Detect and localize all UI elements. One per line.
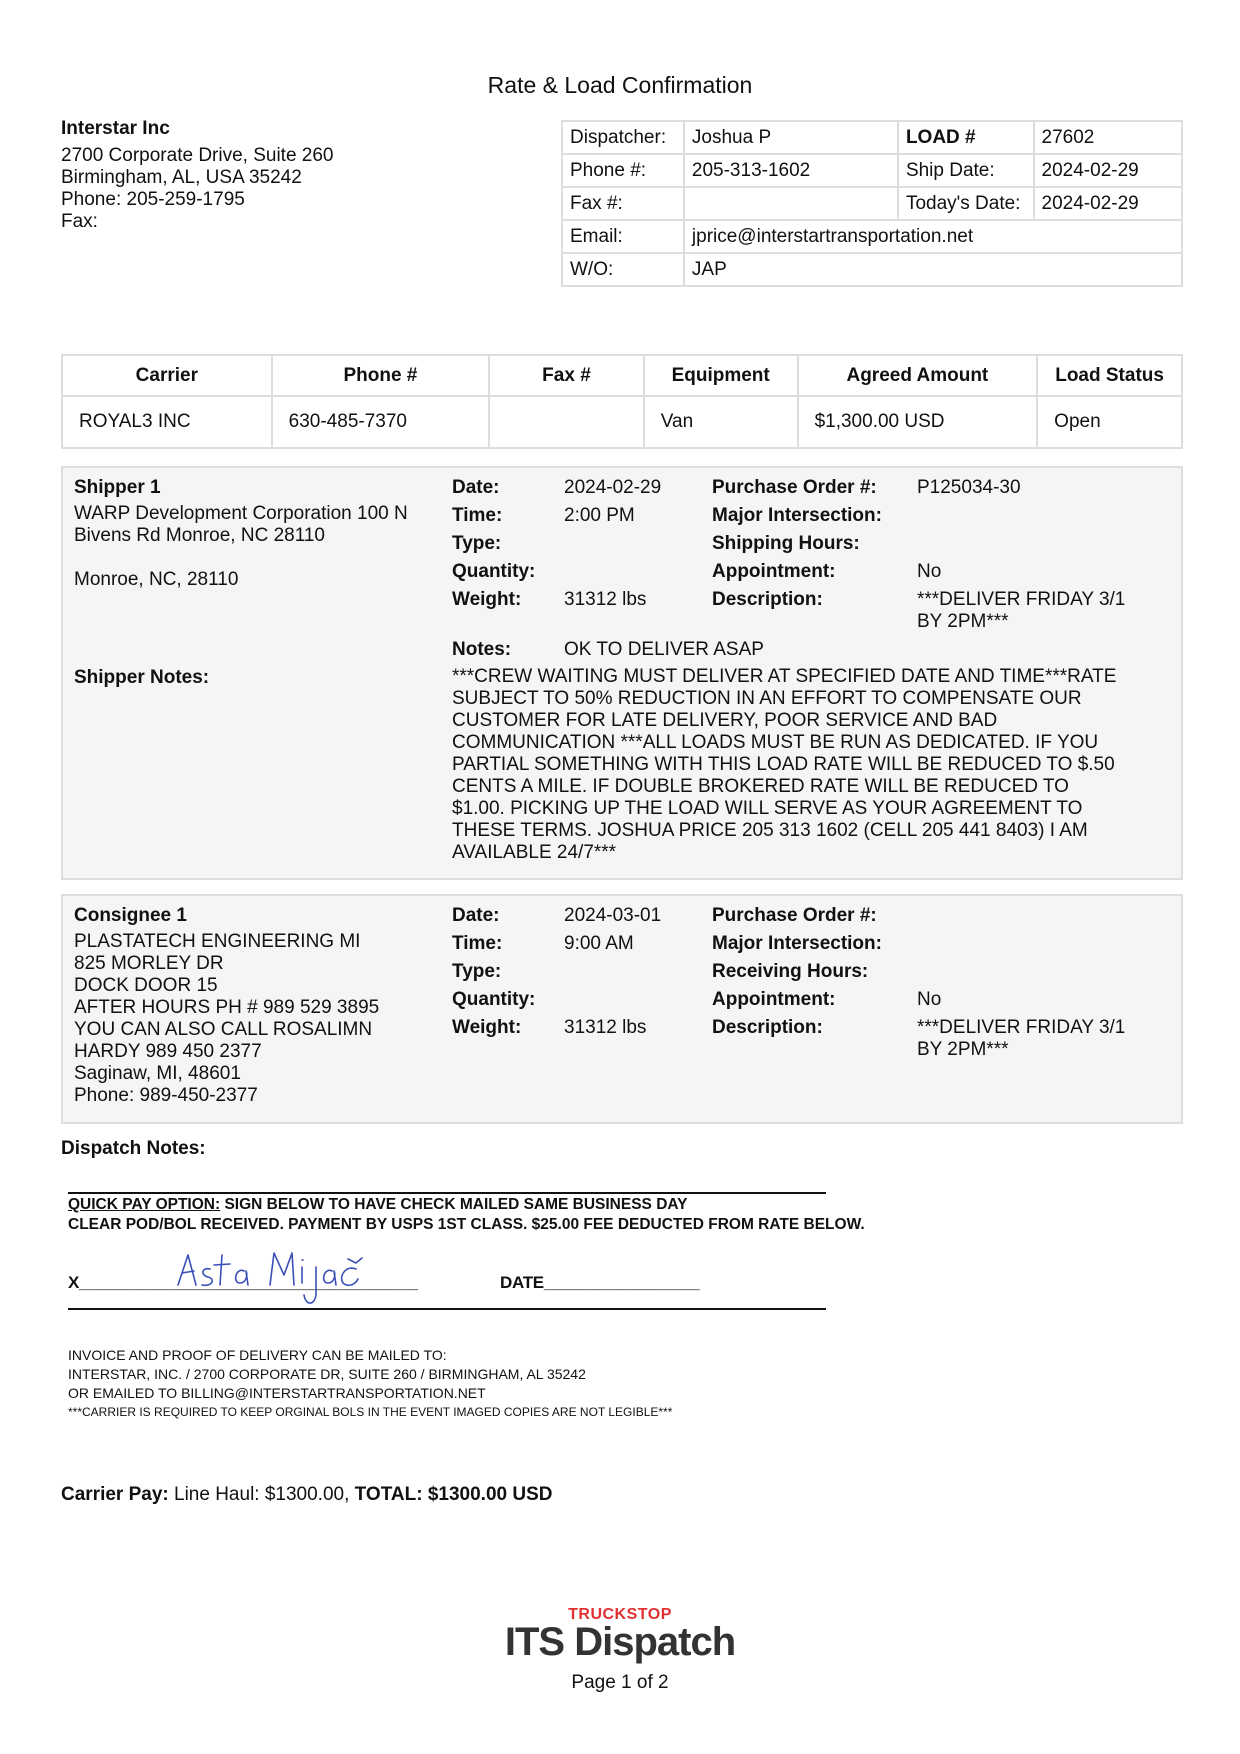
consignee-address-4: AFTER HOURS PH # 989 529 3895: [74, 997, 380, 1018]
shipper-notes-line-7: $1.00. PICKING UP THE LOAD WILL SERVE AS YOUR AGREEMENT TO: [452, 798, 1083, 819]
fax-label: Fax #:: [562, 187, 684, 220]
shipper-time-label: Time:: [452, 505, 503, 526]
load-value: 27602: [1034, 121, 1182, 154]
consignee-address-5: YOU CAN ALSO CALL ROSALIMN: [74, 1019, 373, 1040]
shipper-notes-line-1: ***CREW WAITING MUST DELIVER AT SPECIFIED DATE AND TIME***RATE: [452, 666, 1117, 687]
carrier-pay-label: Carrier Pay:: [61, 1484, 169, 1505]
shipper-description-1: ***DELIVER FRIDAY 3/1: [917, 589, 1126, 610]
shipper-section: [61, 466, 1183, 880]
consignee-appointment: No: [917, 989, 942, 1010]
invoice-line-2: INTERSTAR, INC. / 2700 CORPORATE DR, SUITE 260 / BIRMINGHAM, AL 35242: [68, 1366, 586, 1382]
shipper-notes-small-label: Notes:: [452, 639, 512, 660]
header-phone: Phone #: [272, 355, 490, 396]
shipper-date-label: Date:: [452, 477, 500, 498]
consignee-heading: Consignee 1: [74, 905, 187, 926]
consignee-po-label: Purchase Order #:: [712, 905, 877, 926]
shipper-appointment-label: Appointment:: [712, 561, 836, 582]
company-address-1: 2700 Corporate Drive, Suite 260: [61, 145, 334, 166]
shipper-description-label: Description:: [712, 589, 823, 610]
carrier-pay: [61, 1484, 552, 1506]
shipper-address-1: WARP Development Corporation 100 N: [74, 503, 408, 524]
shipper-date: 2024-02-29: [564, 477, 662, 498]
consignee-address-3: DOCK DOOR 15: [74, 975, 218, 996]
consignee-address-7: Saginaw, MI, 48601: [74, 1063, 241, 1084]
shipper-notes-label: Shipper Notes:: [74, 667, 210, 688]
total: TOTAL: $1300.00 USD: [354, 1484, 553, 1505]
shipper-weight: 31312 lbs: [564, 589, 647, 610]
carrier-agreed-amount: $1,300.00 USD: [798, 396, 1038, 448]
document-title: Rate & Load Confirmation: [487, 72, 753, 98]
header-agreed-amount: Agreed Amount: [798, 355, 1038, 396]
ship-date-value: 2024-02-29: [1034, 154, 1182, 187]
invoice-line-4: ***CARRIER IS REQUIRED TO KEEP ORGINAL BOLS IN THE EVENT IMAGED COPIES ARE NOT LEGIBLE***: [68, 1405, 673, 1419]
quick-pay-line-1: [68, 1196, 688, 1214]
invoice-line-1: INVOICE AND PROOF OF DELIVERY CAN BE MAILED TO:: [68, 1347, 447, 1363]
consignee-time-label: Time:: [452, 933, 503, 954]
line-haul: Line Haul: $1300.00,: [168, 1484, 355, 1505]
shipper-notes-line-2: SUBJECT TO 50% REDUCTION IN AN EFFORT TO COMPENSATE OUR: [452, 688, 1082, 709]
fax-value: [684, 187, 898, 220]
shipper-hours-label: Shipping Hours:: [712, 533, 860, 554]
consignee-date: 2024-03-01: [564, 905, 662, 926]
quick-pay-text: SIGN BELOW TO HAVE CHECK MAILED SAME BUSINESS DAY: [220, 1196, 688, 1213]
email-value: jprice@interstartransportation.net: [684, 220, 1182, 253]
consignee-address-6: HARDY 989 450 2377: [74, 1041, 262, 1062]
shipper-notes-line-9: AVAILABLE 24/7***: [452, 842, 617, 863]
consignee-time: 9:00 AM: [564, 933, 634, 954]
consignee-appointment-label: Appointment:: [712, 989, 836, 1010]
wo-value: JAP: [684, 253, 1182, 286]
shipper-notes-line-6: CENTS A MILE. IF DOUBLE BROKERED RATE WILL BE REDUCED TO: [452, 776, 1069, 797]
header-carrier: Carrier: [62, 355, 272, 396]
load-label: LOAD #: [898, 121, 1034, 154]
shipper-po-label: Purchase Order #:: [712, 477, 877, 498]
shipper-notes-line-8: THESE TERMS. JOSHUA PRICE 205 313 1602 (CELL 205 441 8403) I AM: [452, 820, 1088, 841]
consignee-description-2: BY 2PM***: [917, 1039, 1009, 1060]
table-row: [62, 396, 1182, 448]
shipper-po: P125034-30: [917, 477, 1021, 498]
shipper-address-4: Monroe, NC, 28110: [74, 569, 239, 590]
shipper-major-label: Major Intersection:: [712, 505, 882, 526]
truckstop-logo-text: TRUCKSTOP: [568, 1606, 672, 1623]
dispatch-notes-label: Dispatch Notes:: [61, 1138, 206, 1159]
carrier-equipment: Van: [644, 396, 798, 448]
carrier-name: ROYAL3 INC: [62, 396, 272, 448]
dispatcher-label: Dispatcher:: [562, 121, 684, 154]
dispatcher-value: Joshua P: [684, 121, 898, 154]
its-dispatch-logo: ITS Dispatch: [504, 1620, 736, 1664]
shipper-appointment: No: [917, 561, 942, 582]
wo-label: W/O:: [562, 253, 684, 286]
consignee-weight: 31312 lbs: [564, 1017, 647, 1038]
shipper-notes-value: OK TO DELIVER ASAP: [564, 639, 764, 660]
company-fax: Fax:: [61, 211, 98, 232]
quick-pay-line-2: CLEAR POD/BOL RECEIVED. PAYMENT BY USPS 1ST CLASS. $25.00 FEE DEDUCTED FROM RATE BELOW.: [68, 1216, 865, 1233]
consignee-quantity-label: Quantity:: [452, 989, 536, 1010]
invoice-block: [68, 1346, 672, 1422]
consignee-type-label: Type:: [452, 961, 502, 982]
carrier-table: [61, 354, 1183, 449]
shipper-address-2: Bivens Rd Monroe, NC 28110: [74, 525, 325, 546]
consignee-description-label: Description:: [712, 1017, 823, 1038]
header-fax: Fax #: [489, 355, 644, 396]
email-label: Email:: [562, 220, 684, 253]
signature-line[interactable]: X_____________________________________: [68, 1273, 418, 1292]
dispatch-table: [561, 120, 1183, 287]
carrier-fax: [489, 396, 644, 448]
shipper-heading: Shipper 1: [74, 477, 161, 498]
header-load-status: Load Status: [1037, 355, 1182, 396]
header-equipment: Equipment: [644, 355, 798, 396]
invoice-line-3: OR EMAILED TO BILLING@INTERSTARTRANSPORTATION.NET: [68, 1385, 486, 1401]
consignee-address-2: 825 MORLEY DR: [74, 953, 224, 974]
phone-value: 205-313-1602: [684, 154, 898, 187]
carrier-phone: 630-485-7370: [272, 396, 490, 448]
today-value: 2024-02-29: [1034, 187, 1182, 220]
shipper-notes-line-5: PARTIAL SOMETHING WITH THIS LOAD RATE WILL BE REDUCED TO $.50: [452, 754, 1115, 775]
consignee-weight-label: Weight:: [452, 1017, 522, 1038]
carrier-load-status: Open: [1037, 396, 1182, 448]
ship-date-label: Ship Date:: [898, 154, 1034, 187]
today-label: Today's Date:: [898, 187, 1034, 220]
consignee-section: [61, 894, 1183, 1124]
shipper-quantity-label: Quantity:: [452, 561, 536, 582]
divider: [68, 1192, 826, 1194]
shipper-description-2: BY 2PM***: [917, 611, 1009, 632]
shipper-time: 2:00 PM: [564, 505, 635, 526]
phone-label: Phone #:: [562, 154, 684, 187]
page-number: Page 1 of 2: [571, 1672, 669, 1693]
consignee-date-label: Date:: [452, 905, 500, 926]
company-block: [61, 118, 334, 233]
shipper-type-label: Type:: [452, 533, 502, 554]
company-phone: Phone: 205-259-1795: [61, 189, 245, 210]
shipper-notes-line-3: CUSTOMER FOR LATE DELIVERY, POOR SERVICE AND BAD: [452, 710, 998, 731]
company-name: Interstar Inc: [61, 118, 170, 139]
company-address-2: Birmingham, AL, USA 35242: [61, 167, 302, 188]
consignee-address-1: PLASTATECH ENGINEERING MI: [74, 931, 361, 952]
divider: [68, 1308, 826, 1310]
shipper-weight-label: Weight:: [452, 589, 522, 610]
quick-pay-label: QUICK PAY OPTION:: [68, 1196, 221, 1213]
shipper-notes-line-4: COMMUNICATION ***ALL LOADS MUST BE RUN AS DEDICATED. IF YOU: [452, 732, 1099, 753]
consignee-hours-label: Receiving Hours:: [712, 961, 869, 982]
consignee-address-8: Phone: 989-450-2377: [74, 1085, 258, 1106]
date-line[interactable]: DATE_________________: [500, 1273, 700, 1292]
consignee-description-1: ***DELIVER FRIDAY 3/1: [917, 1017, 1126, 1038]
consignee-major-label: Major Intersection:: [712, 933, 882, 954]
